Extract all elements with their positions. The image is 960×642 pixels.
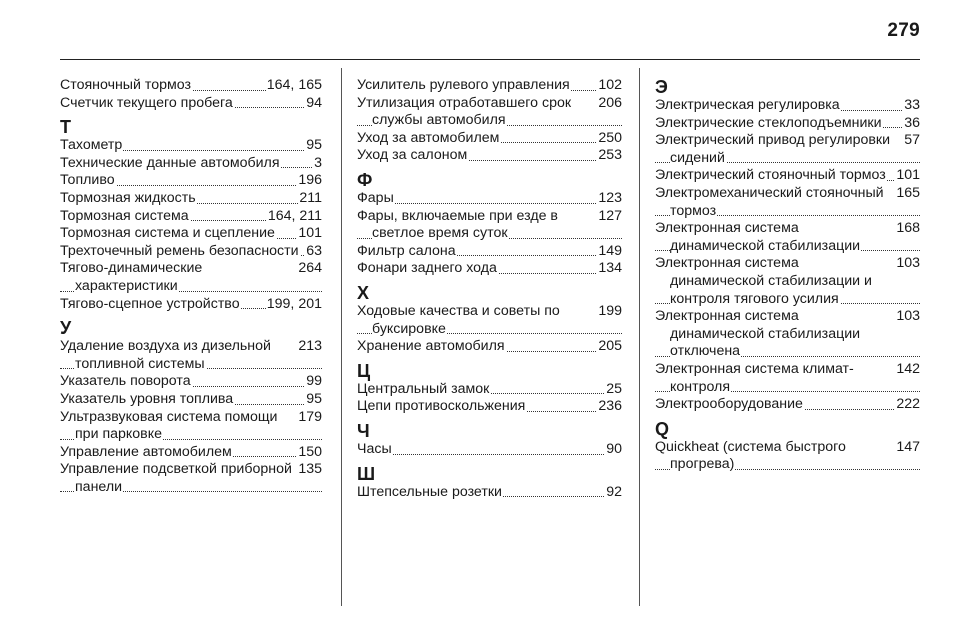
entry-term: Электронная система динамической стабилизации и контроля тягового усилия bbox=[655, 255, 872, 307]
index-section bbox=[60, 117, 322, 313]
entry-term: Фонари заднего хода bbox=[357, 260, 497, 277]
index-entry bbox=[357, 147, 622, 165]
entry-term: Электрическая регулировка bbox=[655, 97, 840, 113]
entry-term: Топливо bbox=[60, 172, 115, 189]
entry-pages: 94 bbox=[306, 94, 322, 111]
index-section bbox=[357, 170, 622, 278]
entry-term: Quickheat (система быстрого прогрева) bbox=[655, 438, 846, 473]
entry-term: Электрические стеклоподъемники bbox=[655, 114, 882, 131]
entry-pages: 101 bbox=[896, 167, 920, 184]
entry-term: Ходовые качества и советы по буксировке bbox=[357, 302, 560, 337]
entry-term: Усилитель рулевого управления bbox=[357, 77, 570, 93]
index-entry bbox=[655, 185, 920, 220]
entry-pages: 147 bbox=[896, 438, 920, 455]
entry-pages: 150 bbox=[298, 443, 322, 460]
entry-pages: 206 bbox=[598, 94, 622, 111]
index-entry bbox=[60, 444, 322, 462]
index-entry bbox=[60, 95, 322, 113]
index-entry bbox=[60, 296, 322, 314]
index-entry bbox=[357, 130, 622, 148]
section-letter: Т bbox=[60, 117, 71, 138]
entry-pages: 222 bbox=[896, 396, 920, 413]
entry-term: Штепсельные розетки bbox=[357, 483, 502, 500]
entry-pages: 205 bbox=[598, 338, 622, 355]
index-section bbox=[60, 318, 322, 496]
index-entry bbox=[60, 373, 322, 391]
entry-term: Тягово-динамические характеристики bbox=[60, 260, 203, 294]
entry-term: Электрический стояночный тормоз bbox=[655, 167, 886, 184]
index-entry bbox=[60, 338, 322, 373]
entry-pages: 101 bbox=[298, 225, 322, 242]
entry-term: Фильтр салона bbox=[357, 242, 456, 259]
entry-pages: 127 bbox=[598, 207, 622, 224]
entry-term: Уход за автомобилем bbox=[357, 129, 500, 146]
column-divider bbox=[639, 68, 640, 606]
index-entry bbox=[60, 155, 322, 173]
section-letter: Ш bbox=[357, 463, 376, 484]
entry-pages: 95 bbox=[306, 137, 322, 154]
index-section bbox=[357, 464, 622, 502]
index-entry bbox=[655, 361, 920, 396]
index-entry bbox=[357, 208, 622, 243]
index-section bbox=[357, 77, 622, 165]
index-entry bbox=[655, 132, 920, 167]
entry-pages: 164, 165 bbox=[266, 77, 322, 93]
index-entry bbox=[60, 77, 322, 95]
entry-pages: 264 bbox=[298, 260, 322, 277]
entry-term: Технические данные автомобиля bbox=[60, 154, 280, 171]
entry-pages: 179 bbox=[298, 408, 322, 425]
entry-pages: 123 bbox=[598, 189, 622, 206]
entry-pages: 196 bbox=[298, 172, 322, 189]
index-entry bbox=[357, 260, 622, 278]
section-letter: Х bbox=[357, 282, 370, 303]
entry-term: Управление подсветкой приборной панели bbox=[60, 461, 292, 495]
section-letter: У bbox=[60, 318, 72, 339]
entry-pages: 25 bbox=[606, 380, 622, 397]
index-entry bbox=[357, 95, 622, 130]
entry-pages: 199, 201 bbox=[266, 295, 322, 312]
entry-pages: 90 bbox=[606, 440, 622, 457]
section-letter: Э bbox=[655, 77, 668, 97]
dot-leader bbox=[357, 454, 622, 455]
entry-pages: 165 bbox=[896, 184, 920, 201]
column-divider bbox=[341, 68, 342, 606]
index-entry bbox=[357, 190, 622, 208]
index-entry bbox=[655, 308, 920, 361]
entry-pages: 253 bbox=[598, 147, 622, 164]
entry-term: Электрический привод регулировки сидений bbox=[655, 132, 891, 166]
entry-term: Указатель уровня топлива bbox=[60, 390, 234, 407]
index-entry bbox=[60, 409, 322, 444]
index-section bbox=[60, 77, 322, 112]
entry-pages: 135 bbox=[298, 461, 322, 478]
index-entry bbox=[357, 77, 622, 95]
entry-pages: 36 bbox=[904, 114, 920, 131]
entry-pages: 211 bbox=[299, 189, 322, 206]
entry-pages: 57 bbox=[904, 132, 920, 149]
index-entry bbox=[357, 484, 622, 502]
index-entry bbox=[357, 243, 622, 261]
index-entry bbox=[655, 255, 920, 308]
entry-term: Фары, включаемые при езде в светлое время суток bbox=[357, 207, 558, 242]
entry-pages: 103 bbox=[896, 255, 920, 272]
index-entry bbox=[60, 172, 322, 190]
section-letter: Ц bbox=[357, 360, 371, 381]
entry-term: Часы bbox=[357, 440, 392, 457]
index-entry bbox=[60, 225, 322, 243]
index-section bbox=[655, 77, 920, 414]
entry-term: Центральный замок bbox=[357, 380, 490, 397]
index-section bbox=[357, 283, 622, 356]
entry-term: Тягово-сцепное устройство bbox=[60, 295, 240, 312]
index-entry bbox=[357, 441, 622, 459]
entry-term: Тахометр bbox=[60, 137, 123, 154]
dot-leader bbox=[357, 203, 622, 204]
index-entry bbox=[655, 167, 920, 185]
entry-pages: 168 bbox=[896, 220, 920, 237]
index-entry bbox=[655, 396, 920, 414]
entry-term: Хранение автомобиля bbox=[357, 338, 505, 355]
entry-pages: 142 bbox=[896, 360, 920, 377]
entry-term: Электронная система динамической стабилизации отключена bbox=[655, 308, 861, 360]
index-entry bbox=[655, 220, 920, 255]
index-column-2 bbox=[357, 77, 622, 501]
entry-pages: 33 bbox=[904, 97, 920, 113]
entry-pages: 164, 211 bbox=[267, 207, 322, 224]
entry-pages: 103 bbox=[896, 308, 920, 325]
index-column-1 bbox=[60, 77, 322, 496]
entry-term: Указатель поворота bbox=[60, 373, 191, 390]
entry-term: Трехточечный ремень безопасности bbox=[60, 242, 299, 259]
index-section bbox=[357, 421, 622, 459]
entry-term: Стояночный тормоз bbox=[60, 77, 191, 93]
header-rule bbox=[60, 59, 920, 60]
entry-pages: 236 bbox=[598, 398, 622, 415]
entry-term: Управление автомобилем bbox=[60, 443, 232, 460]
entry-pages: 92 bbox=[606, 483, 622, 500]
index-column-3 bbox=[655, 77, 920, 474]
entry-term: Электронная система климат-контроля bbox=[655, 360, 854, 395]
page-number: 279 bbox=[887, 20, 920, 41]
index-entry bbox=[60, 391, 322, 409]
index-entry bbox=[60, 190, 322, 208]
entry-term: Утилизация отработавшего срок службы автомобиля bbox=[357, 94, 572, 129]
index-entry bbox=[357, 338, 622, 356]
entry-term: Тормозная жидкость bbox=[60, 189, 196, 206]
entry-pages: 63 bbox=[306, 242, 322, 259]
entry-pages: 95 bbox=[306, 390, 322, 407]
entry-term: Удаление воздуха из дизельной топливной системы bbox=[60, 338, 271, 372]
entry-term: Электронная система динамической стабилизации bbox=[655, 220, 861, 254]
entry-term: Тормозная система bbox=[60, 207, 189, 224]
entry-term: Электромеханический стояночный тормоз bbox=[655, 184, 884, 219]
index-entry bbox=[60, 208, 322, 226]
index-entry bbox=[60, 137, 322, 155]
entry-term: Фары bbox=[357, 189, 394, 206]
entry-pages: 134 bbox=[598, 260, 622, 277]
entry-term: Счетчик текущего пробега bbox=[60, 94, 233, 111]
entry-pages: 102 bbox=[598, 77, 622, 93]
entry-term: Тормозная система и сцепление bbox=[60, 225, 275, 242]
entry-pages: 213 bbox=[298, 338, 322, 355]
entry-pages: 99 bbox=[306, 373, 322, 390]
index-entry bbox=[60, 260, 322, 295]
index-entry bbox=[60, 461, 322, 496]
section-letter: Q bbox=[655, 418, 670, 439]
index-entry bbox=[655, 97, 920, 115]
index-entry bbox=[357, 381, 622, 399]
entry-term: Уход за салоном bbox=[357, 147, 468, 164]
index-entry bbox=[655, 439, 920, 474]
entry-pages: 199 bbox=[598, 302, 622, 319]
section-letter: Ч bbox=[357, 420, 370, 441]
entry-pages: 3 bbox=[314, 154, 322, 171]
index-section bbox=[357, 361, 622, 416]
index-entry bbox=[60, 243, 322, 261]
index-entry bbox=[357, 303, 622, 338]
index-section bbox=[655, 419, 920, 474]
index-entry bbox=[357, 398, 622, 416]
index-entry bbox=[655, 115, 920, 133]
entry-term: Электрооборудование bbox=[655, 396, 803, 413]
entry-pages: 250 bbox=[598, 129, 622, 146]
section-letter: Ф bbox=[357, 169, 373, 190]
entry-term: Ультразвуковая система помощи при парковке bbox=[60, 408, 278, 443]
entry-term: Цепи противоскольжения bbox=[357, 398, 526, 415]
entry-pages: 149 bbox=[598, 242, 622, 259]
